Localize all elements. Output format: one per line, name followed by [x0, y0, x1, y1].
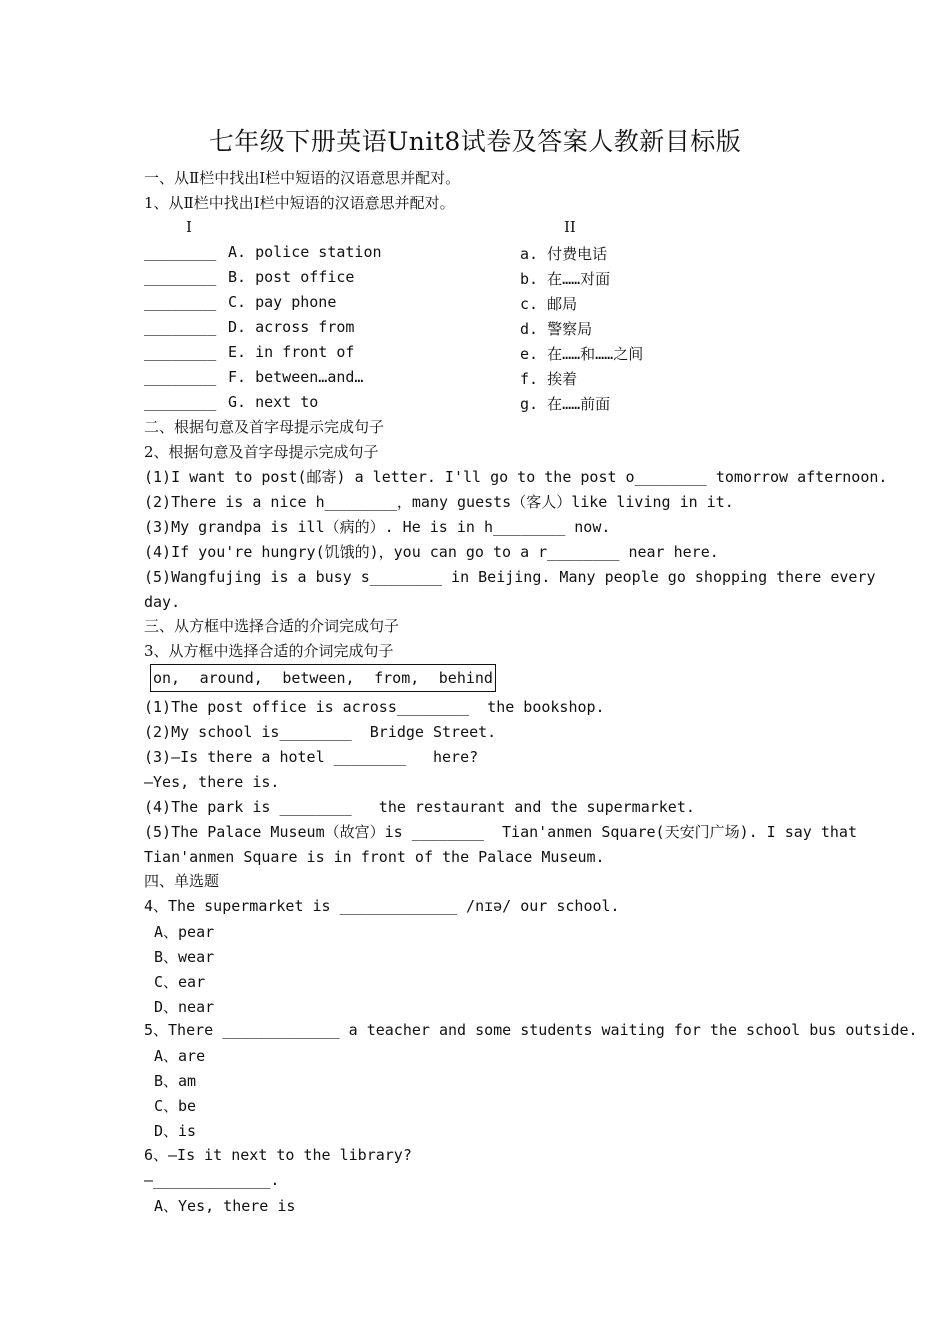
match-term-a: A. police station — [228, 243, 382, 261]
preposition-item: (2)My school is________ Bridge Street. — [144, 723, 497, 741]
question-4-stem: 4、The supermarket is _____________ /nɪə/ our school. — [144, 897, 620, 915]
column-ii-heading: II — [564, 218, 576, 236]
question-2-heading: 2、根据句意及首字母提示完成句子 — [144, 443, 379, 461]
match-meaning-c: c. 邮局 — [520, 295, 578, 313]
section-3-heading: 三、从方框中选择合适的介词完成句子 — [144, 617, 400, 635]
match-term-b: B. post office — [228, 268, 355, 286]
match-meaning-g: g. 在……前面 — [520, 395, 611, 413]
sentence-item: (4)If you're hungry(饥饿的)，you can go to a r________ near here. — [144, 543, 719, 561]
match-blank-f[interactable]: ________ — [144, 368, 217, 386]
section-1-heading: 一、从Ⅱ栏中找出Ⅰ栏中短语的汉语意思并配对。 — [144, 169, 461, 187]
match-meaning-d: d. 警察局 — [520, 320, 593, 338]
page-title: 七年级下册英语Unit8试卷及答案人教新目标版 — [208, 127, 742, 156]
question-6-stem: 6、—Is it next to the library? — [144, 1146, 412, 1164]
section-4-heading: 四、单选题 — [144, 872, 220, 890]
q5-option-d[interactable]: D、is — [154, 1122, 197, 1140]
sentence-item-continued: day. — [144, 593, 181, 611]
match-meaning-a: a. 付费电话 — [520, 245, 608, 263]
match-blank-e[interactable]: ________ — [144, 343, 217, 361]
match-term-e: E. in front of — [228, 343, 355, 361]
sentence-item: (2)There is a nice h________，many guests（客人）like living in it. — [144, 493, 734, 511]
preposition-item: (4)The park is ________ the restaurant and the supermarket. — [144, 798, 695, 816]
q5-option-c[interactable]: C、be — [154, 1097, 197, 1115]
match-meaning-e: e. 在……和……之间 — [520, 345, 644, 363]
match-meaning-b: b. 在……对面 — [520, 270, 611, 288]
match-blank-g[interactable]: ________ — [144, 393, 217, 411]
word-box-item: behind — [438, 669, 493, 687]
word-box-item: from, — [374, 669, 420, 687]
q4-option-b[interactable]: B、wear — [154, 948, 215, 966]
preposition-item: (5)The Palace Museum（故宫）is ________ Tian'anmen Square(天安门广场). I say that — [144, 823, 857, 841]
question-3-heading: 3、从方框中选择合适的介词完成句子 — [144, 642, 394, 660]
q4-option-a[interactable]: A、pear — [154, 923, 215, 941]
sentence-item: (3)My grandpa is ill（病的）. He is in h________ now. — [144, 518, 611, 536]
word-box-item: between, — [282, 669, 355, 687]
q4-option-d[interactable]: D、near — [154, 998, 215, 1016]
section-2-heading: 二、根据句意及首字母提示完成句子 — [144, 418, 385, 436]
q5-option-a[interactable]: A、are — [154, 1047, 206, 1065]
preposition-item-reply: —Yes, there is. — [144, 773, 280, 791]
preposition-item: (3)—Is there a hotel ________ here? — [144, 748, 479, 766]
match-term-f: F. between…and… — [228, 368, 364, 386]
match-term-c: C. pay phone — [228, 293, 337, 311]
question-1-heading: 1、从Ⅱ栏中找出Ⅰ栏中短语的汉语意思并配对。 — [144, 194, 455, 212]
q4-option-c[interactable]: C、ear — [154, 973, 206, 991]
match-term-g: G. next to — [228, 393, 319, 411]
question-6-answer-line: —_____________. — [144, 1171, 280, 1189]
match-blank-a[interactable]: ________ — [144, 243, 217, 261]
match-meaning-f: f. 挨着 — [520, 370, 578, 388]
q6-option-a[interactable]: A、Yes, there is — [154, 1197, 296, 1215]
column-i-heading: I — [186, 218, 192, 236]
preposition-item: (1)The post office is across________ the bookshop. — [144, 698, 605, 716]
preposition-item-continued: Tian'anmen Square is in front of the Palace Museum. — [144, 848, 605, 866]
sentence-item: (1)I want to post(邮寄) a letter. I'll go to the post o________ tomorrow afternoon. — [144, 468, 888, 486]
match-blank-c[interactable]: ________ — [144, 293, 217, 311]
question-5-stem: 5、There _____________ a teacher and some students waiting for the school bus outside. — [144, 1021, 918, 1039]
match-term-d: D. across from — [228, 318, 355, 336]
word-box — [150, 664, 496, 692]
word-box-item: on, — [153, 669, 181, 687]
match-blank-d[interactable]: ________ — [144, 318, 217, 336]
q5-option-b[interactable]: B、am — [154, 1072, 197, 1090]
match-blank-b[interactable]: ________ — [144, 268, 217, 286]
word-box-item: around, — [199, 669, 263, 687]
sentence-item: (5)Wangfujing is a busy s________ in Beijing. Many people go shopping there every — [144, 568, 876, 586]
